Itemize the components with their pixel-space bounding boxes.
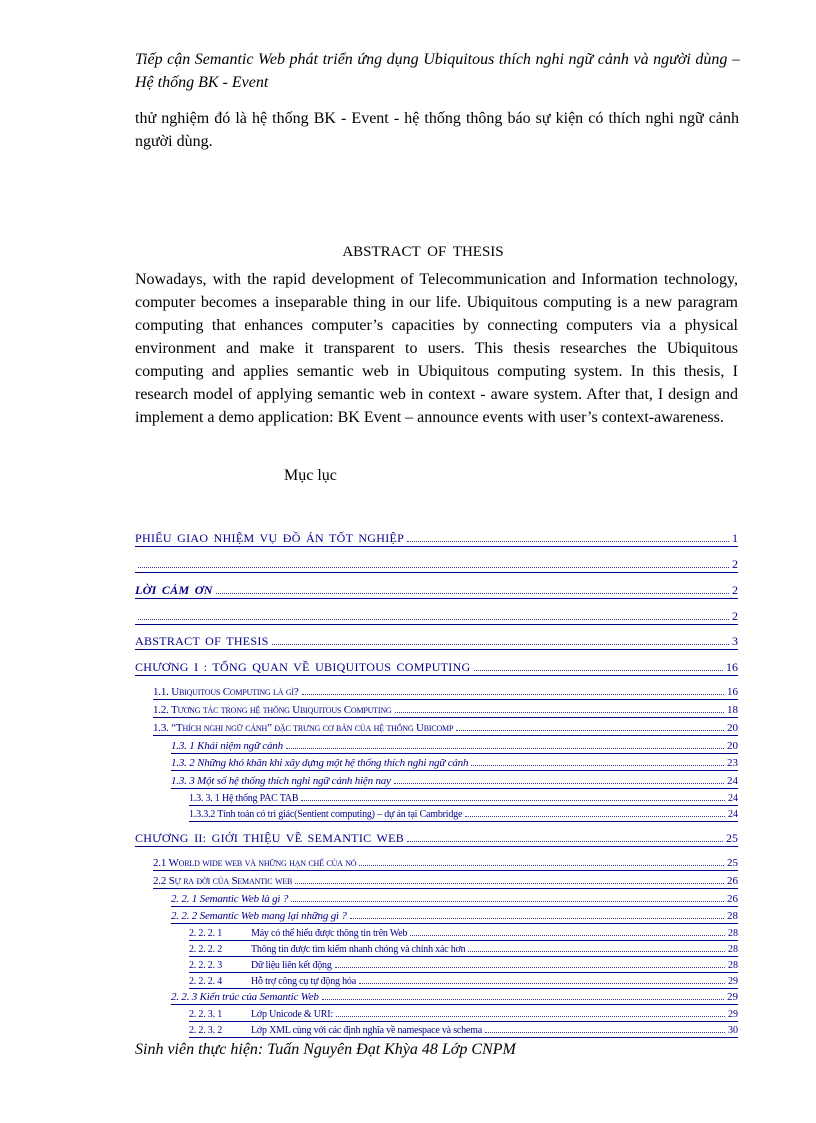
toc-entry-title: CHƯƠNG I : TỔNG QUAN VỀ UBIQUITOUS COMPUTING: [135, 660, 471, 674]
toc-entry-title: 2. 2. 1 Semantic Web là gì ?: [171, 893, 289, 905]
toc-entry-number: 2. 2. 2. 2: [189, 944, 223, 955]
toc-entry-title: CHƯƠNG II: GIỚI THIỆU VỀ SEMANTIC WEB: [135, 831, 405, 845]
toc-entry-title: LỜI CẢM ƠN: [135, 583, 213, 597]
toc-leader: [395, 712, 725, 713]
toc-entry-page: 1: [732, 531, 738, 545]
toc-entry-page: 16: [727, 686, 738, 698]
toc-entry-title: 1.2. Tương tác trong hệ thống Ubiquitous Computing: [153, 704, 392, 716]
toc-entry-title: 1.3. 1 Khái niệm ngữ cảnh: [171, 740, 283, 752]
toc-entry-page: 2: [732, 557, 738, 571]
toc-entry[interactable]: [171, 774, 738, 789]
toc-leader: [471, 765, 724, 766]
toc-leader: [291, 901, 724, 902]
toc-leader: [322, 999, 724, 1000]
toc-leader: [394, 783, 724, 784]
abstract-paragraph: Nowadays, with the rapid development of Telecommunication and Information technology, computer becomes a inseparable thing in our life. Ubiquitous computing is a new paragram computing that enhances computer’s capacities by connecting computers via a physical environment and make it transparent to users. This thesis researches the Ubiquitous computing and applies semantic web in Ubiquitous computing system. In this thesis, I research model of applying semantic web in context - aware system. After that, I design and implement a demo application: BK Event – announce events with user’s context-awareness.: [135, 271, 738, 426]
toc-leader: [336, 1016, 725, 1017]
toc-entry-page: 29: [728, 1009, 738, 1020]
toc-entry-number: 2. 2. 2. 4: [189, 976, 223, 987]
toc-entry[interactable]: [135, 659, 738, 676]
toc-entry-text: Lớp Unicode & URI:: [251, 1009, 333, 1020]
toc-leader: [286, 748, 724, 749]
toc-leader: [295, 883, 724, 884]
toc-entry[interactable]: [135, 633, 738, 650]
toc-leader: [359, 865, 724, 866]
toc-entry[interactable]: [189, 1008, 738, 1022]
toc-entry-page: 28: [728, 960, 738, 971]
toc-entry-number: 2. 2. 2. 3: [189, 960, 223, 971]
toc-entry-title: [189, 1008, 333, 1021]
toc-entry-text: Thông tin được tìm kiếm nhanh chóng và chính xác hơn: [251, 944, 466, 955]
toc-leader: [456, 730, 724, 731]
toc-entry-number: 2. 2. 3. 2: [189, 1025, 223, 1036]
toc-entry[interactable]: [153, 685, 738, 700]
toc-entry[interactable]: [153, 874, 738, 889]
toc-entry[interactable]: [189, 1024, 738, 1038]
toc-entry-page: 2: [732, 609, 738, 623]
toc-entry[interactable]: [135, 608, 738, 625]
toc-entry[interactable]: [189, 927, 738, 941]
toc-leader: [465, 816, 725, 817]
toc-entry[interactable]: [171, 756, 738, 771]
toc-entry-title: 2. 2. 2 Semantic Web mang lại những gì ?: [171, 910, 347, 922]
toc-entry-page: 25: [727, 857, 738, 869]
running-header-title: Tiếp cận Semantic Web phát triển ứng dụng Ubiquitous thích nghi ngữ cảnh và người dùng – Hệ thống BK - Event: [135, 51, 740, 91]
toc-entry-page: 3: [732, 634, 738, 648]
toc-entry-page: 28: [727, 910, 738, 922]
toc-entry-text: Hỗ trợ công cụ tự động hóa: [251, 976, 356, 987]
toc-leader: [335, 967, 725, 968]
toc-leader: [407, 841, 723, 842]
toc-entry-page: 30: [728, 1025, 738, 1036]
toc-leader: [301, 800, 725, 801]
toc-entry-page: 23: [727, 757, 738, 769]
toc-entry-text: Máy có thể hiểu được thông tin trên Web: [251, 928, 408, 939]
toc-entry-text: Lớp XML cùng với các định nghĩa về namespace và schema: [251, 1025, 482, 1036]
toc-entry[interactable]: [189, 943, 738, 957]
toc-entry-page: 2: [732, 583, 738, 597]
toc-entry-title: 2.2 Sự ra đời của Semantic web: [153, 875, 293, 887]
toc-entry[interactable]: [135, 582, 738, 599]
toc-entry[interactable]: [189, 959, 738, 973]
toc-entry-page: 28: [728, 944, 738, 955]
toc-entry-number: 2. 2. 3. 1: [189, 1009, 223, 1020]
toc-entry[interactable]: [135, 530, 738, 547]
toc-entry[interactable]: [135, 556, 738, 573]
toc-entry-title: 2. 2. 3 Kiến trúc của Semantic Web: [171, 991, 319, 1003]
toc-leader: [485, 1032, 725, 1033]
toc-entry-page: 24: [727, 775, 738, 787]
toc-entry[interactable]: [189, 808, 738, 822]
toc-leader: [138, 619, 729, 620]
toc-leader: [468, 951, 725, 952]
toc-entry[interactable]: [189, 975, 738, 989]
toc-entry-page: 26: [727, 893, 738, 905]
toc-entry[interactable]: [171, 909, 738, 924]
toc-entry-page: 20: [727, 722, 738, 734]
toc-leader: [302, 694, 724, 695]
toc-entry-title: 1.3.3.2 Tính toán có tri giác(Sentient computing) – dự án tại Cambridge: [189, 809, 463, 820]
toc-entry[interactable]: [135, 830, 738, 847]
toc-entry-number: 2. 2. 2. 1: [189, 928, 223, 939]
toc-entry-page: 24: [728, 793, 738, 804]
toc-entry-title: 1.3. 2 Những khó khăn khi xây dựng một hệ thống thích nghi ngữ cảnh: [171, 757, 469, 769]
toc-entry-page: 20: [727, 740, 738, 752]
toc-entry[interactable]: [153, 856, 738, 871]
intro-paragraph: thử nghiệm đó là hệ thống BK - Event - hệ thống thông báo sự kiện có thích nghi ngữ cảnh người dùng.: [135, 110, 739, 150]
toc-entry[interactable]: [153, 721, 738, 736]
toc-entry-title: 2.1 World wide web và những hạn chế của nó: [153, 857, 357, 869]
toc-entry-title: [189, 959, 332, 972]
toc-entry-text: Dữ liệu liên kết động: [251, 960, 332, 971]
toc-entry-title: [189, 927, 407, 940]
toc-entry[interactable]: [171, 739, 738, 754]
toc-entry-page: 18: [727, 704, 738, 716]
toc-entry-page: 24: [728, 809, 738, 820]
toc-leader: [350, 918, 724, 919]
toc-entry-page: 28: [728, 928, 738, 939]
toc-entry-page: 16: [726, 660, 738, 674]
toc-entry-page: 26: [727, 875, 738, 887]
toc-entry[interactable]: [153, 703, 738, 718]
toc-entry-title: [189, 1024, 482, 1037]
toc-entry-title: PHIẾU GIAO NHIỆM VỤ ĐỒ ÁN TỐT NGHIỆP: [135, 531, 405, 545]
toc-entry-title: 1.3. 3 Một số hệ thống thích nghi ngữ cảnh hiện nay: [171, 775, 391, 787]
toc-leader: [474, 670, 723, 671]
toc-entry-title: 1.1. Ubiquitous Computing là gì?: [153, 686, 299, 698]
toc-entry-title: ABSTRACT OF THESIS: [135, 634, 269, 648]
toc-entry-page: 29: [728, 976, 738, 987]
toc-entry[interactable]: [189, 792, 738, 806]
toc-entry[interactable]: [171, 990, 738, 1005]
toc-heading: Mục lục: [284, 467, 337, 484]
toc-leader: [138, 567, 729, 568]
toc-entry-title: [189, 943, 465, 956]
toc-leader: [216, 593, 729, 594]
toc-entry-title: 1.3. “Thích nghi ngữ cảnh” đặc trưng cơ bản của hệ thống Ubicomp: [153, 722, 454, 734]
toc-entry-page: 29: [727, 991, 738, 1003]
abstract-heading: ABSTRACT OF THESIS: [342, 244, 504, 260]
toc-leader: [407, 541, 729, 542]
toc-leader: [359, 983, 725, 984]
toc-leader: [272, 644, 729, 645]
toc-entry-page: 25: [726, 831, 738, 845]
toc-entry[interactable]: [171, 892, 738, 907]
page-footer: Sinh viên thực hiện: Tuấn Nguyên Đạt Khỳa 48 Lớp CNPM: [135, 1041, 516, 1058]
toc-entry-title: [189, 975, 356, 988]
toc-leader: [410, 935, 725, 936]
toc-entry-title: 1.3. 3. 1 Hệ thống PAC TAB: [189, 793, 299, 804]
